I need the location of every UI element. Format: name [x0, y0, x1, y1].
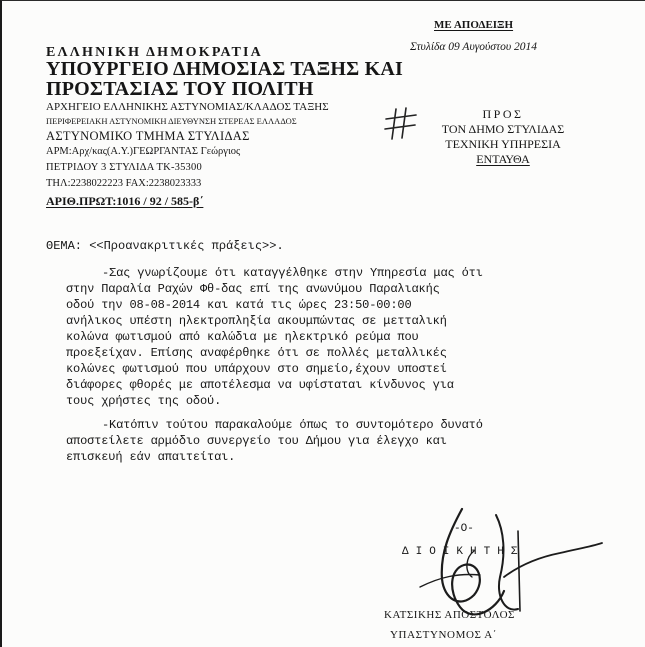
signature-title: ΔΙΟΙΚΗΤΗΣ	[402, 546, 525, 558]
body-p1-line6: προεξείχαν. Επίσης αναφέρθηκε ότι σε πολλές μεταλλικές	[66, 346, 447, 360]
body-p1-line9: τους χρήστες της οδού.	[66, 394, 222, 408]
header-ministry-line1: ΥΠΟΥΡΓΕΙΟ ΔΗΜΟΣΙΑΣ ΤΑΞΗΣ ΚΑΙ	[46, 58, 403, 80]
recipient-line3: ΕΝΤΑΥΘΑ	[476, 152, 530, 166]
header-headquarters: ΑΡΧΗΓΕΙΟ ΕΛΛΗΝΙΚΗΣ ΑΣΤΥΝΟΜΙΑΣ/ΚΛΑΔΟΣ ΤΑΞΗΣ	[46, 101, 329, 113]
recipient-label: ΠΡΟΣ	[482, 107, 524, 121]
body-p1-line3: οδού την 08-08-2014 και κατά τις ώρες 23:50-00:00	[66, 298, 412, 312]
header-ministry-line2: ΠΡΟΣΤΑΣΙΑΣ ΤΟΥ ΠΟΛΙΤΗ	[46, 78, 314, 100]
header-address: ΠΕΤΡΙΔΟΥ 3 ΣΤΥΛΙΔΑ ΤΚ-35300	[46, 162, 202, 173]
subject-line: ΘΕΜΑ: <<Προανακριτικές πράξεις>>.	[46, 239, 284, 253]
recipient-line2: ΤΕΧΝΙΚΗ ΥΠΗΡΕΣΙΑ	[445, 137, 561, 151]
dateline: Στυλίδα 09 Αυγούστου 2014	[410, 41, 537, 53]
body-p2-line1: -Κατόπιν τούτου παρακαλούμε όπως το συντομότερο δυνατό	[102, 418, 483, 432]
delivery-note: ΜΕ ΑΠΟΔΕΙΞΗ	[434, 19, 514, 31]
signatory-name: ΚΑΤΣΙΚΗΣ ΑΠΟΣΤΟΛΟΣ	[384, 609, 515, 621]
body-p1-line4: ανήλικος υπέστη ηλεκτροπληξία ακουμπώντας σε μετταλική	[66, 314, 447, 328]
body-p1-line2: στην Παραλία Ραχών Φθ-δας επί της ανωνύμου Παραλιακής	[66, 282, 440, 296]
signature-dash: -Ο-	[454, 523, 474, 535]
body-p1-line8: διάφορες φθορές με αποτέλεσμα να υφίσταται κίνδυνος για	[66, 378, 454, 392]
body-p1-line5: κολώνα φωτισμού από καλώδια με ηλεκτρικό ρεύμα που	[66, 330, 419, 344]
body-p2-line2: αποστείλετε αρμόδιο συνεργείο του Δήμου για έλεγχο και	[66, 434, 447, 448]
signatory-rank: ΥΠΑΣΤΥΝΟΜΟΣ Α΄	[390, 629, 498, 641]
recipient-block	[398, 107, 608, 167]
header-region: ΠΕΡΙΦΕΡΕΙΑΚΗ ΑΣΤΥΝΟΜΙΚΗ ΔΙΕΥΘΥΝΣΗ ΣΤΕΡΕΑΣ ΕΛΛΑΔΟΣ	[46, 116, 297, 126]
body-p2-line3: επισκευή εάν απαιτείται.	[66, 450, 236, 464]
body-p1-line7: κολώνες φωτισμού που υπάρχουν στο σημείο,έχουν υποστεί	[66, 362, 447, 376]
body-p1-line1: -Σας γνωρίζουμε ότι καταγγέλθηκε στην Υπηρεσία μας ότι	[102, 266, 483, 280]
header-department: ΑΣΤΥΝΟΜΙΚΟ ΤΜΗΜΑ ΣΤΥΛΙΔΑΣ	[46, 129, 250, 143]
header-protocol-number: ΑΡΙΘ.ΠΡΩΤ:1016 / 92 / 585-β΄	[46, 194, 204, 208]
header-phone: ΤΗΛ:2238022223 FAX:2238023333	[46, 178, 202, 189]
header-country: ΕΛΛΗΝΙΚΗ ΔΗΜΟΚΡΑΤΙΑ	[46, 45, 263, 60]
recipient-line1: ΤΟΝ ΔΗΜΟ ΣΤΥΛΙΔΑΣ	[441, 122, 565, 136]
header-officer: ΑΡΜ:Αρχ/κας(Α.Υ.)ΓΕΩΡΓΑΝΤΑΣ Γεώργιος	[46, 146, 241, 157]
